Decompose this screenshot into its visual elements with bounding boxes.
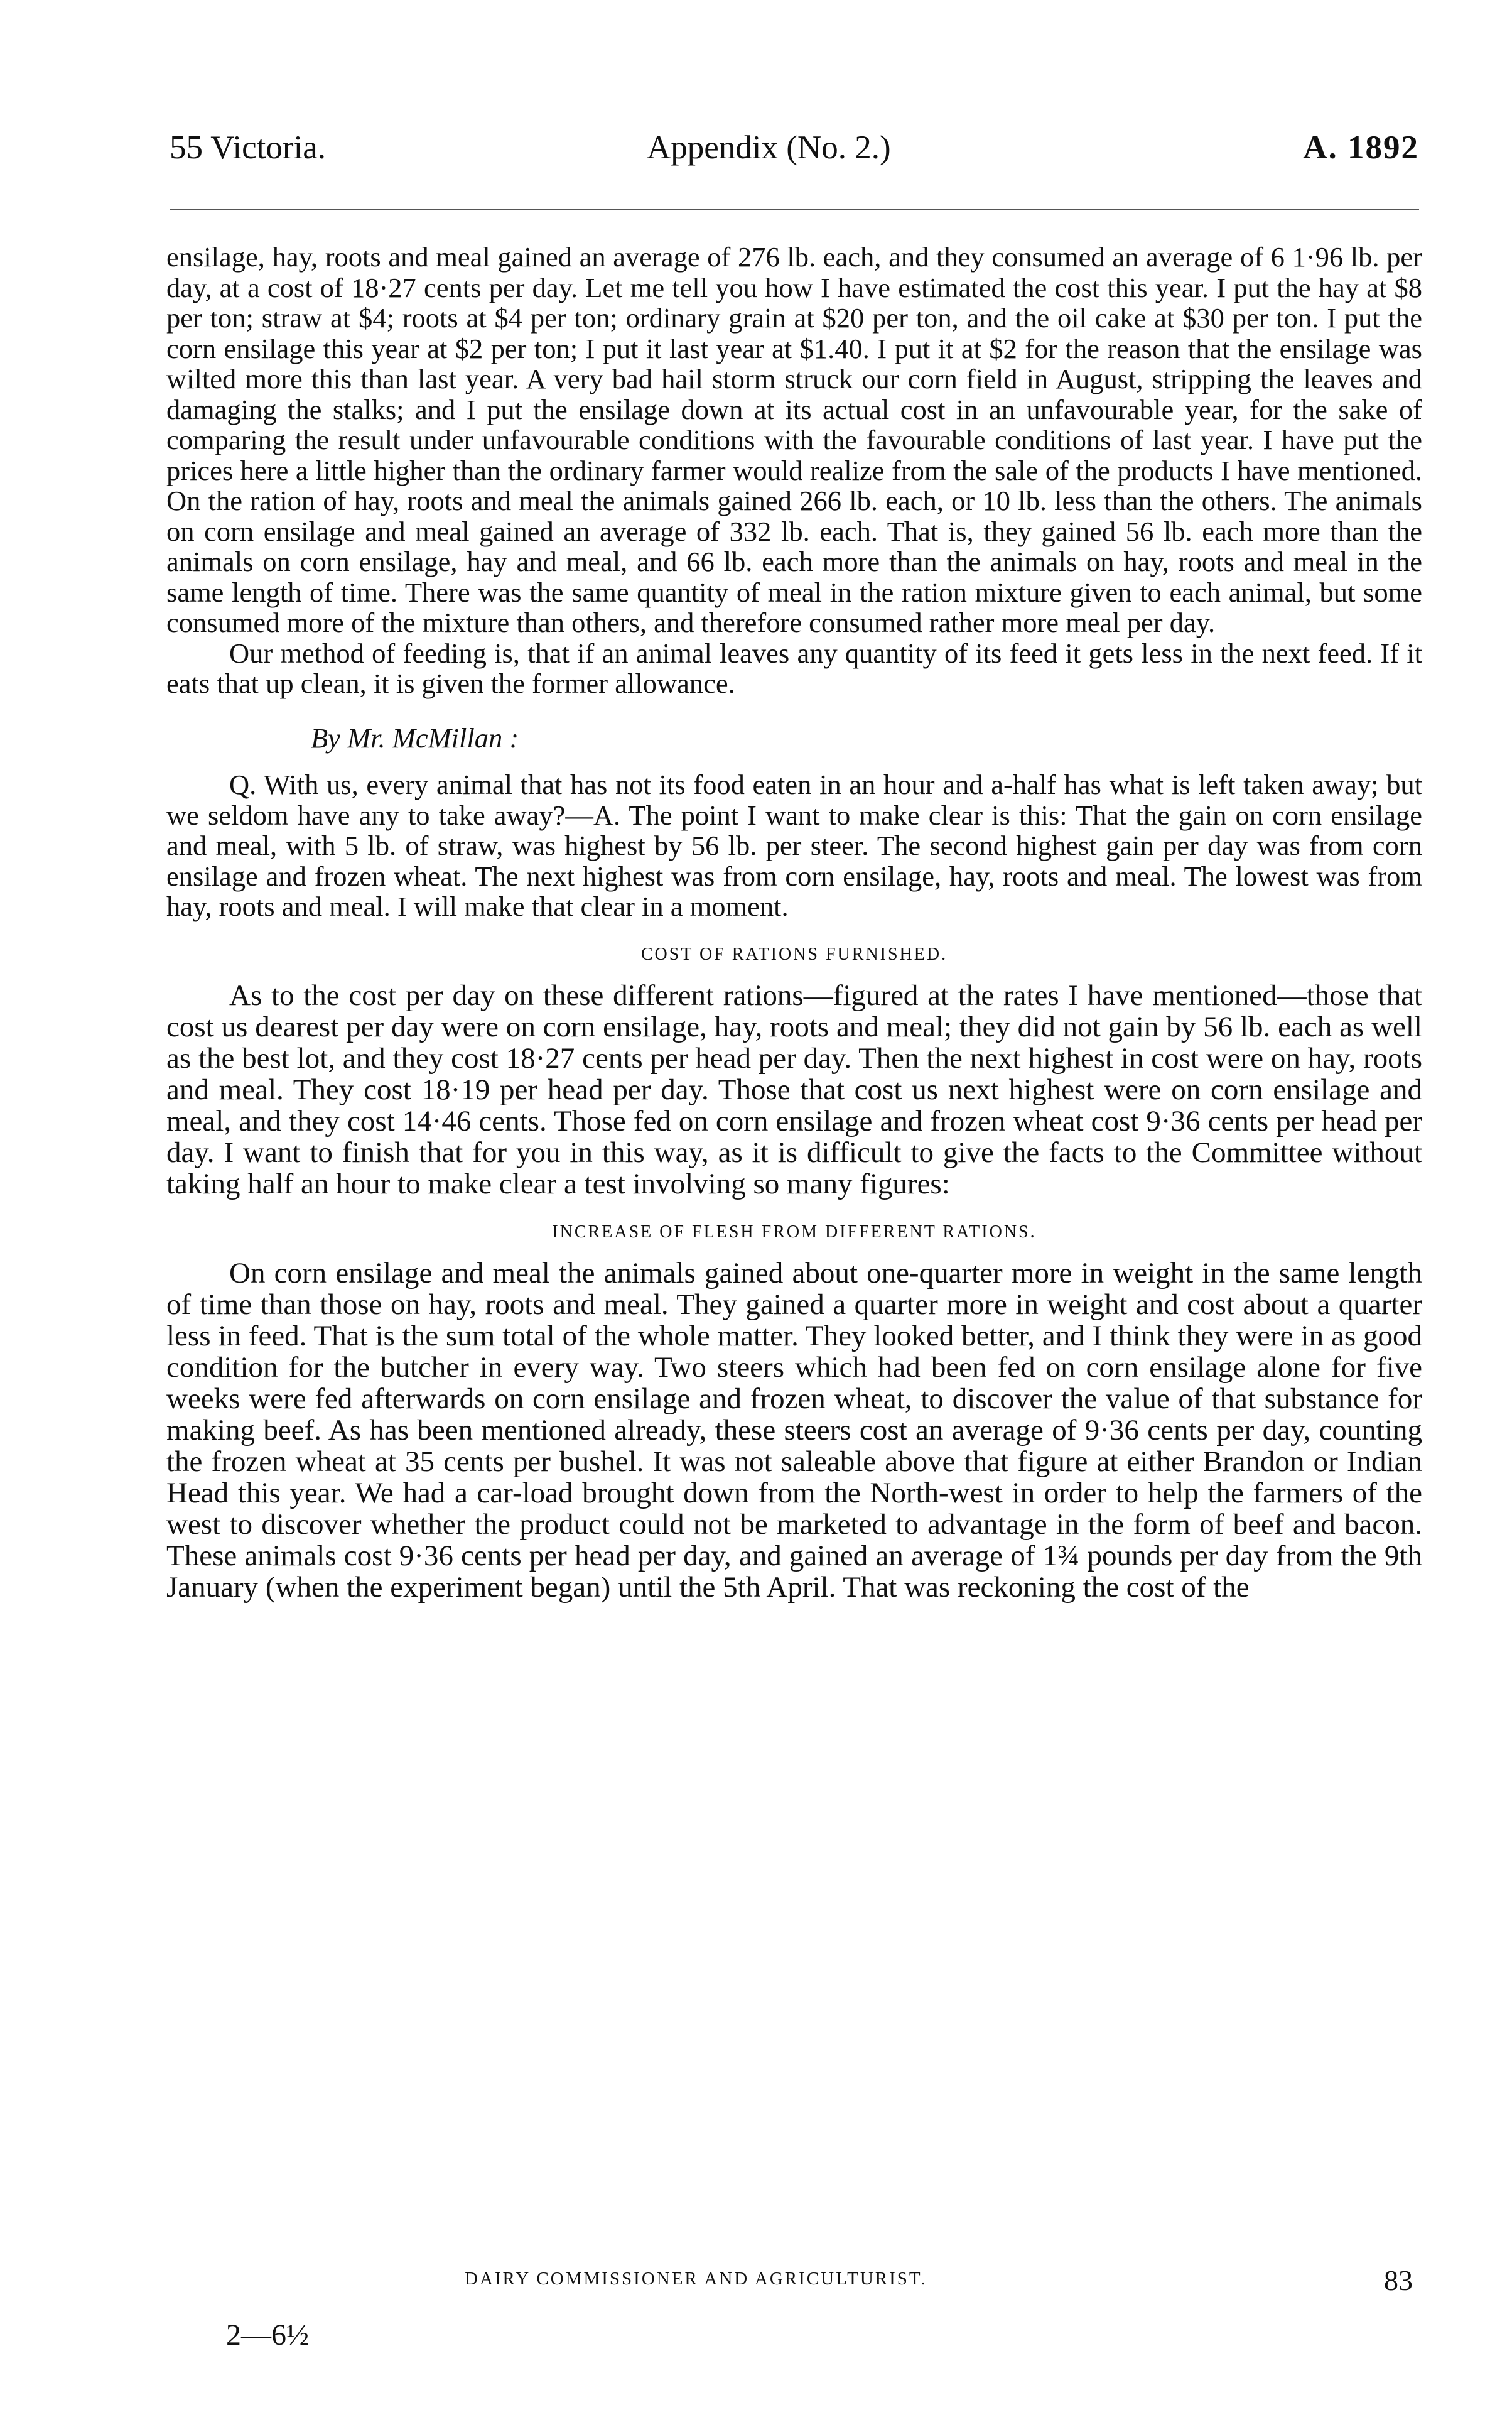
running-footer xyxy=(170,2264,1419,2300)
footer-title: DAIRY COMMISSIONER AND AGRICULTURIST. xyxy=(465,2269,927,2289)
header-year: A. 1892 xyxy=(1303,129,1419,166)
paragraph-3: Q. With us, every animal that has not its food eaten in an hour and a-half has what is left taken away; but we seldom have any to take away?—A. The point I want to make clear is this: That the gain on corn ensilage and meal, with 5 lb. of straw, was highest by 56 lb. per steer. The second highest gain per day was from corn ensilage and frozen wheat. The next highest was from corn ensilage, hay, roots and meal. The lowest was from hay, roots and meal. I will make that clear in a moment. xyxy=(166,769,1422,922)
page-number: 83 xyxy=(1384,2264,1413,2296)
header-rule xyxy=(170,209,1419,210)
paragraph-1: ensilage, hay, roots and meal gained an average of 276 lb. each, and they consumed an average of 6 1·96 lb. per day, at a cost of 18·27 cents per day. Let me tell you how I have estimated the cost this year. I put the hay at $8 per ton; straw at $4; roots at $4 per ton; ordinary grain at $20 per ton, and the oil cake at $30 per ton. I put the corn ensilage this year at $2 per ton; I put it last year at $1.40. I put it at $2 for the reason that the ensilage was wilted more this than last year. A very bad hail storm struck our corn field in August, stripping the leaves and damaging the stalks; and I put the ensilage down at its actual cost in an unfavourable year, for the sake of comparing the result under unfavourable conditions with the favourable conditions of last year. I have put the prices here a little higher than the ordinary farmer would realize from the sale of the products I have mentioned. On the ration of hay, roots and meal the animals gained 266 lb. each, or 10 lb. less than the others. The animals on corn ensilage and meal gained an average of 332 lb. each. That is, they gained 56 lb. each more than the animals on corn ensilage, hay and meal, and 66 lb. each more than the animals on hay, roots and meal in the same length of time. There was the same quantity of meal in the ration mixture given to each animal, but some consumed more of the mixture than others, and therefore consumed rather more meal per day. xyxy=(166,241,1422,638)
header-appendix: Appendix (No. 2.) xyxy=(647,129,891,166)
header-session: 55 Victoria. xyxy=(170,129,327,166)
body-text xyxy=(166,242,1422,1603)
paragraph-2: Our method of feeding is, that if an animal leaves any quantity of its feed it gets less in the next feed. If it eats that up clean, it is given the former allowance. xyxy=(166,637,1422,699)
section-heading-cost: COST OF RATIONS FURNISHED. xyxy=(640,944,948,964)
paragraph-5: On corn ensilage and meal the animals gained about one-quarter more in weight in the same length of time than those on hay, roots and meal. They gained a quarter more in weight and cost about a quarter less in feed. That is the sum total of the whole matter. They looked better, and I think they were in as good condition for the butcher in every way. Two steers which had been fed on corn ensilage alone for five weeks were fed afterwards on corn ensilage and frozen wheat, to discover the value of that substance for making beef. As has been mentioned already, these steers cost an average of 9·36 cents per day, counting the frozen wheat at 35 cents per bushel. It was not saleable above that figure at either Brandon or Indian Head this year. We had a car-load brought down from the North-west in order to help the farmers of the west to discover whether the product could not be marketed to advantage in the form of beef and bacon. These animals cost 9·36 cents per head per day, and gained an average of 1¾ pounds per day from the 9th January (when the experiment began) until the 5th April. That was reckoning the cost of the xyxy=(166,1256,1422,1604)
running-header xyxy=(170,129,1419,179)
speaker-byline: By Mr. McMillan : xyxy=(311,722,519,754)
paragraph-4: As to the cost per day on these different rations—figured at the rates I have mentioned—those that cost us dearest per day were on corn ensilage, hay, roots and meal; they did not gain by 56 lb. each as well as the best lot, and they cost 18·27 cents per head per day. Then the next highest in cost were on hay, roots and meal. They cost 18·19 per head per day. Those that cost us next highest were on corn ensilage and meal, and they cost 14·46 cents. Those fed on corn ensilage and frozen wheat cost 9·36 cents per head per day. I want to finish that for you in this way, as it is difficult to give the facts to the Committee without taking half an hour to make clear a test involving so many figures: xyxy=(166,979,1422,1200)
section-heading-increase: INCREASE OF FLESH FROM DIFFERENT RATIONS. xyxy=(552,1222,1037,1242)
signature-mark: 2—6½ xyxy=(226,2318,309,2352)
